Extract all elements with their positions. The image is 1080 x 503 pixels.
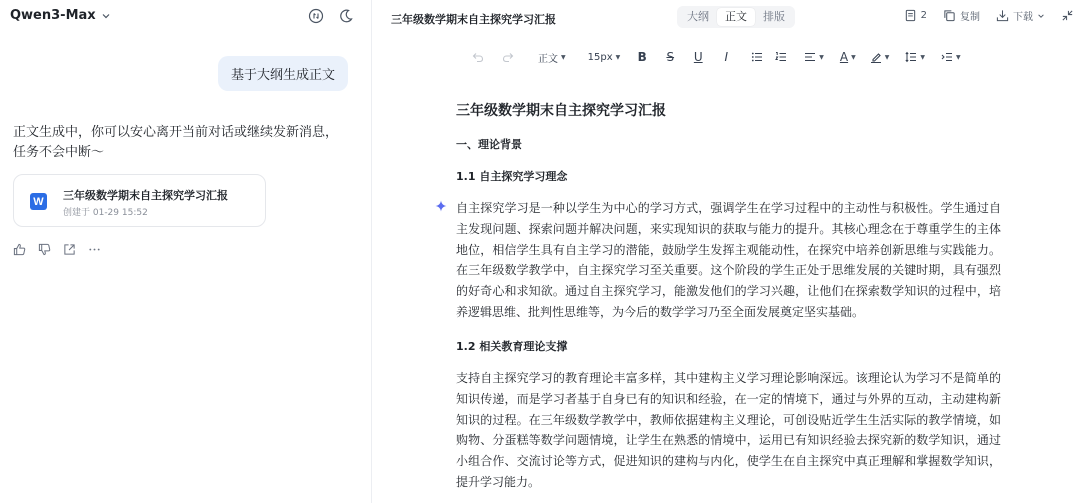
align-select[interactable] [804,48,824,66]
page-count-button[interactable] [904,9,927,22]
user-message-bubble [218,56,348,91]
copy-button[interactable] [943,8,980,23]
paragraph: 自主探究学习是一种以学生为中心的学习方式，强调学生在学习过程中的主动性与积极性。学生通过自主发现问题、探索问题并解决问题，来实现知识的获取与能力的提升。其核心理念在于尊重学生的主体地位，相信学生具有自主学习的潜能，鼓励学生发挥主观能动性，在探究中培养创新思维与实践能力。在三年级数学教学中，自主探究学习至关重要。这个阶段的学生正处于思维发展的关键时期，具有强烈的好奇心和求知欲。通过自主探究学习，能激发他们的学习兴趣，让他们在探索数学知识的过程中，培养逻辑思维、批判性思维等，为今后的数学学习乃至全面发展奠定坚实基础。 [456,201,1001,319]
document-header-title: 三年级数学期末自主探究学习汇报 [391,13,556,26]
caret-down-icon: ▼ [561,53,566,61]
paragraph-style-value: 正文 [538,53,558,65]
thumbs-down-icon[interactable] [38,243,51,256]
indent-icon [941,51,953,63]
underline-button[interactable]: U [693,50,703,64]
font-color-select[interactable] [840,48,856,66]
tab-body[interactable]: 正文 [717,8,755,26]
page-count: 2 [920,10,927,21]
download-icon [996,9,1009,22]
numbered-list-button[interactable] [774,48,788,66]
numbered-list-icon [775,51,787,63]
thumbs-up-icon[interactable] [13,243,26,256]
font-color-label: A [839,50,849,64]
chat-panel [0,0,371,503]
moon-icon[interactable] [338,8,354,24]
line-spacing-icon [905,51,917,63]
font-size-value: 15px [587,51,613,63]
word-doc-icon: W [30,193,47,210]
subsection-heading: 1.2 相关教育理论支撑 [456,340,568,353]
caret-down-icon: ▼ [920,53,925,61]
align-left-icon [804,51,816,63]
bold-button[interactable]: B [637,50,647,64]
document-card-title: 三年级数学期末自主探究学习汇报 [63,189,228,202]
font-size-select[interactable] [588,48,621,66]
copy-label: 复制 [960,12,980,23]
assistant-message: 正文生成中，你可以安心离开当前对话或继续发新消息，任务不会中断～ [13,125,339,160]
caret-down-icon: ▼ [955,53,961,61]
page-icon [904,9,917,22]
collapse-icon [1061,9,1074,22]
paragraph-style-select[interactable] [538,48,566,66]
view-mode-tabs [677,6,795,28]
bullet-list-button[interactable] [750,48,764,66]
strikethrough-button[interactable]: S [666,50,675,64]
model-name: Qwen3-Max [10,8,96,23]
paragraph: 支持自主探究学习的教育理论丰富多样，其中建构主义学习理论影响深远。该理论认为学习不是简单的知识传递，而是学习者基于自身已有的知识和经验，在一定的情境下，通过与外界的互动，主动建构新知识的过程。在三年级数学教学中，教师依据建构主义理论，可创设贴近学生生活实际的教学情境，如购物、分蛋糕等数学问题情境，让学生在熟悉的情境中，运用已有知识经验去探究新的数学知识，通过小组合作、交流讨论等方式，促进知识的建构与内化，使学生在自主探究中真正理解和掌握数学知识，提升学习能力。 [456,371,1001,489]
collapse-button[interactable] [1061,9,1074,22]
caret-down-icon: ▼ [615,53,621,61]
line-spacing-select[interactable] [905,48,925,66]
redo-icon [502,51,514,63]
caret-down-icon: ▼ [851,53,856,61]
subsection-heading: 1.1 自主探究学习理念 [456,170,568,183]
sync-icon[interactable] [308,8,324,24]
chevron-down-icon [1037,12,1045,20]
tab-layout[interactable]: 排版 [763,10,785,23]
document-card-meta: 创建于 01-29 15:52 [63,208,148,218]
chat-header [0,0,371,34]
document-editor [372,0,1080,503]
tab-outline[interactable]: 大纲 [687,10,709,23]
model-selector[interactable] [10,8,111,23]
caret-down-icon: ▼ [884,53,890,61]
indent-select[interactable] [941,48,961,66]
share-icon[interactable] [63,243,76,256]
document-actions [888,8,1074,23]
download-button[interactable] [996,8,1045,23]
ai-sparkle-icon[interactable] [435,200,447,212]
message-feedback-bar [13,243,101,256]
chevron-down-icon [101,11,111,21]
highlight-select[interactable] [870,48,890,66]
bullet-list-icon [751,51,763,63]
document-card[interactable] [13,174,266,227]
user-message-text: 基于大纲生成正文 [230,68,335,83]
document-title: 三年级数学期末自主探究学习汇报 [456,103,666,119]
undo-icon [472,51,484,63]
more-icon[interactable] [88,243,101,256]
section-heading: 一、理论背景 [456,138,522,151]
highlighter-icon [870,51,882,63]
copy-icon [943,9,956,22]
undo-button[interactable] [470,48,486,66]
redo-button[interactable] [500,48,516,66]
caret-down-icon: ▼ [819,53,824,61]
formatting-toolbar [470,48,961,66]
italic-button[interactable]: I [724,50,729,64]
download-label: 下载 [1013,12,1033,23]
document-body[interactable] [456,101,1001,489]
